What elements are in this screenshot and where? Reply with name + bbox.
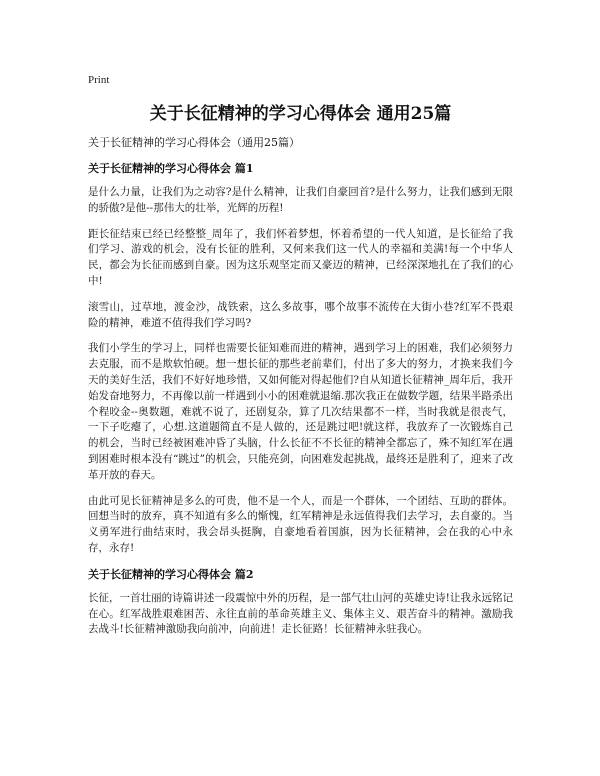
document-subtitle: 关于长征精神的学习心得体会（通用25篇） [88,136,300,149]
paragraph: 是什么力量，让我们为之动容?是什么精神，让我们自豪回首?是什么努力，让我们感到无限的骄傲?是他--那伟大的壮举，光辉的历程! [88,186,513,214]
page-title: 关于长征精神的学习心得体会 通用25篇 [149,104,452,124]
print-link[interactable]: Print [88,74,110,86]
paragraph: 距长征结束已经已经整整_周年了，我们怀着梦想，怀着希望的一代人知道，是长征给了我们学习、游戏的机会，没有长征的胜利，又何来我们这一代人的幸福和美满!每一个中华人民，都会为长征而感到自豪。因为这乐观坚定而又豪迈的精神，已经深深地扎在了我们的心中! [88,227,513,287]
section-heading: 关于长征精神的学习心得体会 篇1 [88,162,254,175]
document-page [88,68,513,648]
paragraph: 由此可见长征精神是多么的可贵，他不是一个人，而是一个群体，一个团结、互助的群体。回想当时的放弃，真不知道有多么的惭愧，红军精神是永远值得我们去学习，去自豪的。当义勇军进行曲结束时，我会昂头挺胸，自豪地看着国旗，因为长征精神，会在我的心中永存，永存! [88,494,513,554]
section-1 [88,161,513,557]
section-2 [88,567,513,638]
section-heading: 关于长征精神的学习心得体会 篇2 [88,567,254,581]
paragraph: 我们小学生的学习上，同样也需要长征知难而进的精神，遇到学习上的困难，我们必须努力去克服，而不是欺软怕硬。想一想长征的那些老前辈们，付出了多大的努力，才换来我们今天的美好生活，我们不好好地珍惜，又如何能对得起他们?自从知道长征精神_周年后，我开始发奋地努力，不再像以前一样遇到小小的困难就退缩.那次我正在做数学题，结果半路杀出个程咬金--奥数题，难就不说了，还剧复杂，算了几次结果都不一样，当时我就是很丧气，一下子吃瘪了，心想.这道题简直不是人做的，还是跳过吧!就这样，我放弃了一次锻炼自己的机会，当时已经被困难冲昏了头脑，什么长征不不长征的精神全都忘了，殊不知红军在遇到困难时根本没有“跳过”的机会，只能亮剑，向困难发起挑战，最终还是胜利了，迎来了改革开放的春天。 [88,342,513,481]
paragraph: 滚雪山，过草地，渡金沙，战铁索，这么多故事，哪个故事不流传在大街小巷?红军不畏艰险的精神，难道不值得我们学习吗? [88,300,513,329]
paragraph: 长征，一首壮丽的诗篇讲述一段震惊中外的历程，是一部气壮山河的英雄史诗!让我永远铭记在心。红军战胜艰难困苦、永往直前的革命英雄主义、集体主义、艰苦奋斗的精神。激励我去战斗!长征精神激励我向前冲，向前进！走长征路！长征精神永驻我心。 [88,591,513,636]
